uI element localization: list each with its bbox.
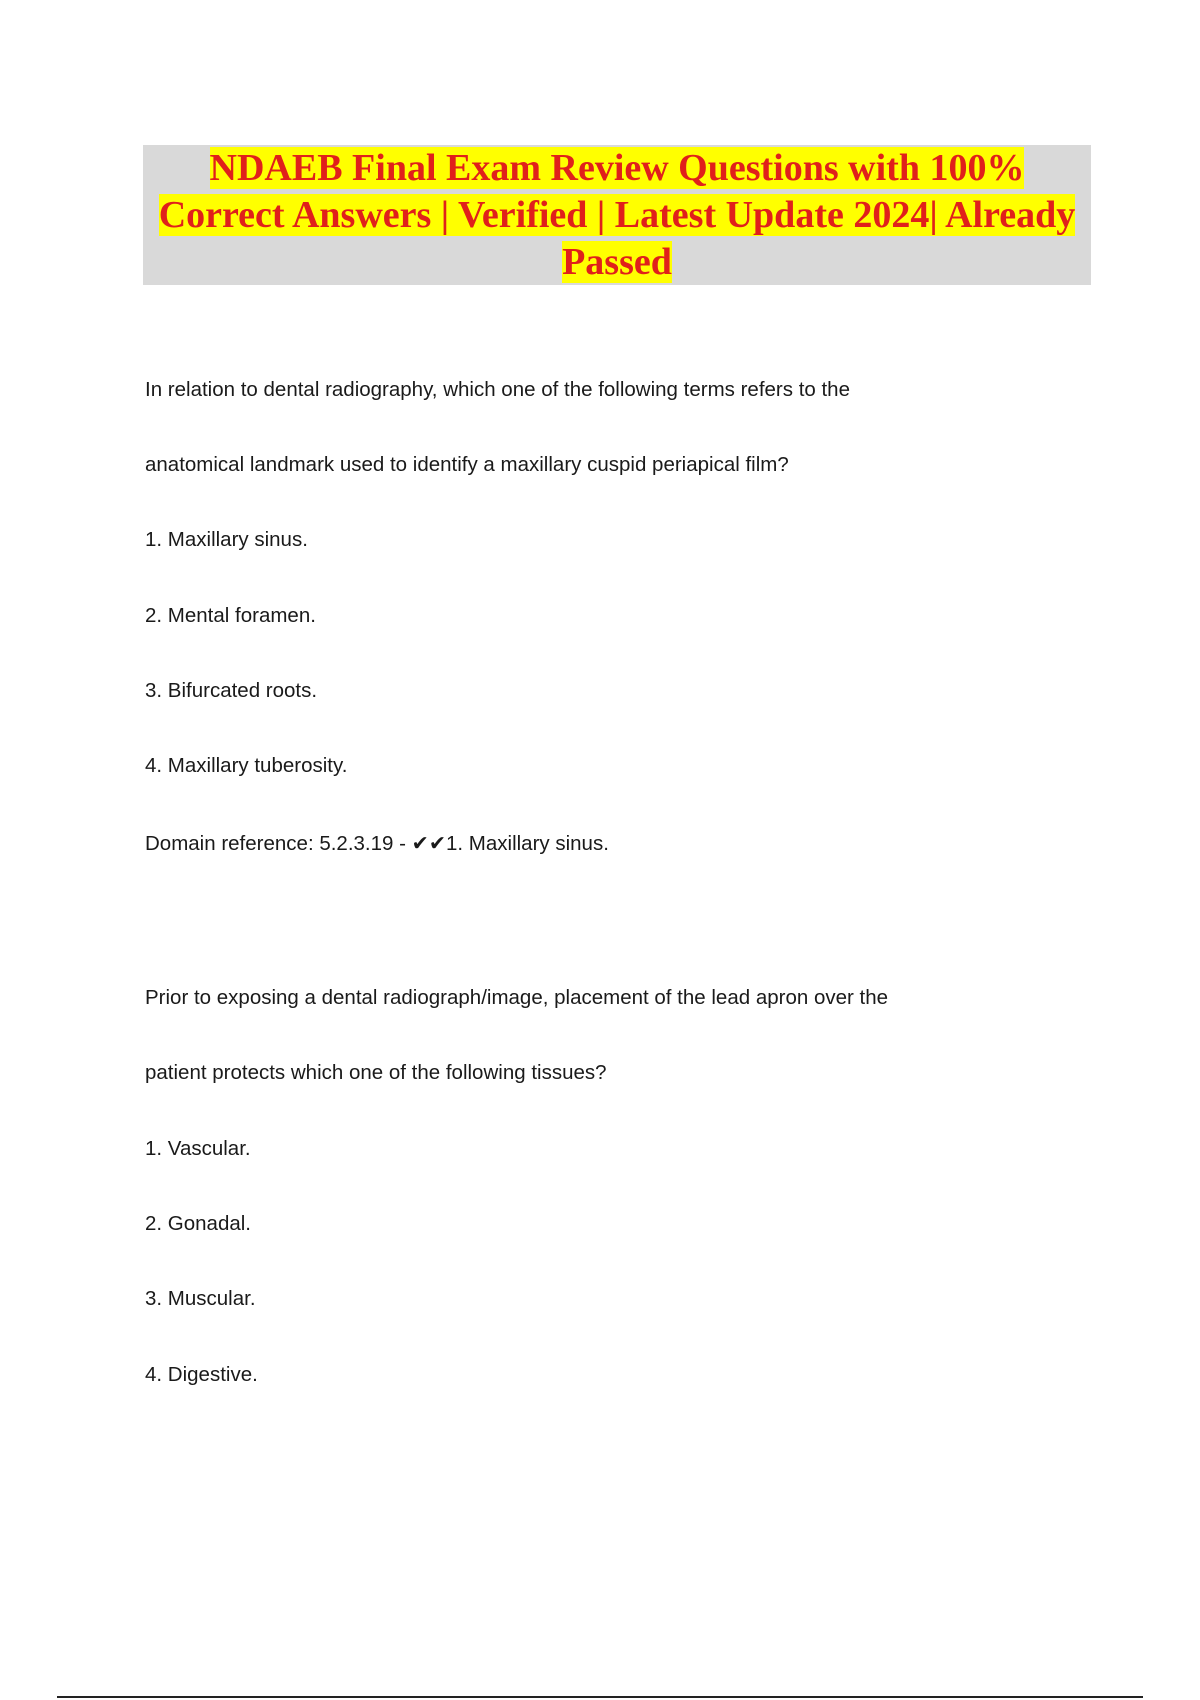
question-2-option-3: 3. Muscular. [145,1287,256,1310]
question-1-answer: Domain reference: 5.2.3.19 - ✔✔1. Maxillary sinus. [145,832,609,855]
question-2-stem-line-1: Prior to exposing a dental radiograph/image, placement of the lead apron over the [145,986,889,1009]
question-2-option-4: 4. Digestive. [145,1363,258,1386]
question-1-option-4: 4. Maxillary tuberosity. [145,754,348,777]
question-1-option-1: 1. Maxillary sinus. [145,528,308,551]
question-1-stem-line-2: anatomical landmark used to identify a maxillary cuspid periapical film? [145,453,789,476]
question-1-stem-line-1: In relation to dental radiography, which one of the following terms refers to the [145,378,850,401]
question-1-option-3: 3. Bifurcated roots. [145,679,318,702]
title-banner [143,145,1091,285]
question-1-option-2: 2. Mental foramen. [145,604,316,627]
question-2-option-2: 2. Gonadal. [145,1212,251,1235]
document-title [143,145,1091,286]
footer-divider [57,1696,1143,1698]
question-2-option-1: 1. Vascular. [145,1137,251,1160]
question-2-stem-line-2: patient protects which one of the following tissues? [145,1061,607,1084]
document-title-highlight: NDAEB Final Exam Review Questions with 100% Correct Answers | Verified | Latest Update 2024| Already Passed [158,146,1076,283]
